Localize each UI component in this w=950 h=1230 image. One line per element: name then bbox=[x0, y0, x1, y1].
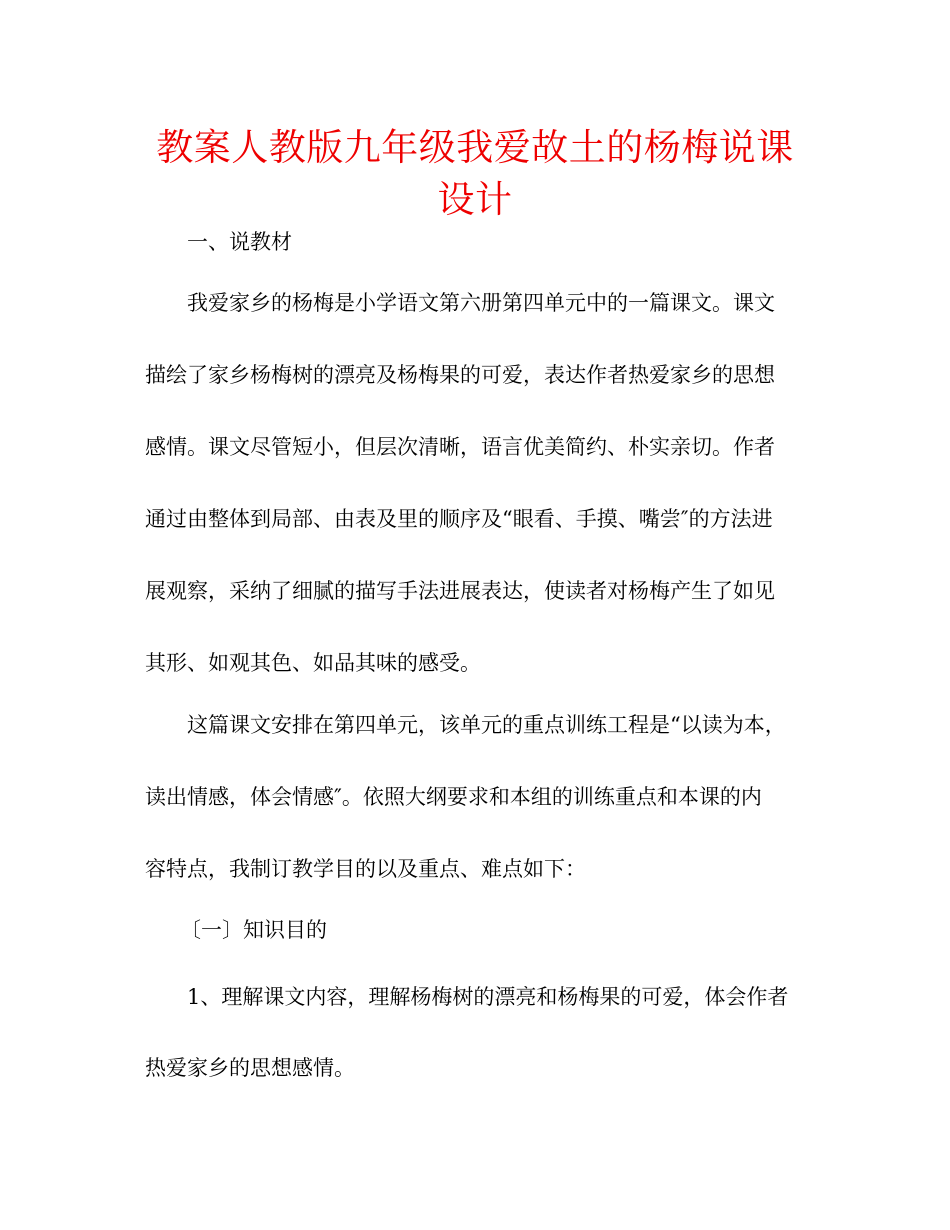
paragraph-2-line-1: 这篇课文安排在第四单元，该单元的重点训练工程是“以读为本， bbox=[187, 713, 786, 737]
paragraph-2-line-2: 读出情感，体会情感″。依照大纲要求和本组的训练重点和本课的内 bbox=[145, 785, 762, 809]
paragraph-2-line-3: 容特点，我制订教学目的以及重点、难点如下： bbox=[145, 857, 586, 881]
paragraph-1-line-2: 描绘了家乡杨梅树的漂亮及杨梅果的可爱，表达作者热爱家乡的思想 bbox=[145, 363, 775, 387]
paragraph-1-line-4: 通过由整体到局部、由表及里的顺序及“眼看、手摸、嘴尝″的方法进 bbox=[145, 507, 773, 531]
document-title: 教案人教版九年级我爱故土的杨梅说课设计 bbox=[156, 126, 794, 221]
paragraph-1-line-6: 其形、如观其色、如品其味的感受。 bbox=[145, 651, 481, 675]
section-heading-teaching-material: 一、说教材 bbox=[187, 230, 292, 254]
item-1-line-2: 热爱家乡的思想感情。 bbox=[145, 1056, 355, 1080]
paragraph-1-line-1: 我爱家乡的杨梅是小学语文第六册第四单元中的一篇课文。课文 bbox=[187, 291, 775, 315]
paragraph-1-line-5: 展观察，采纳了细腻的描写手法进展表达，使读者对杨梅产生了如见 bbox=[145, 579, 775, 603]
subheading-knowledge-goals: 〔一〕知识目的 bbox=[180, 918, 327, 942]
item-1-line-1: 1、理解课文内容，理解杨梅树的漂亮和杨梅果的可爱，体会作者 bbox=[187, 985, 789, 1009]
paragraph-1-line-3: 感情。课文尽管短小，但层次清晰，语言优美简约、朴实亲切。作者 bbox=[145, 435, 775, 459]
